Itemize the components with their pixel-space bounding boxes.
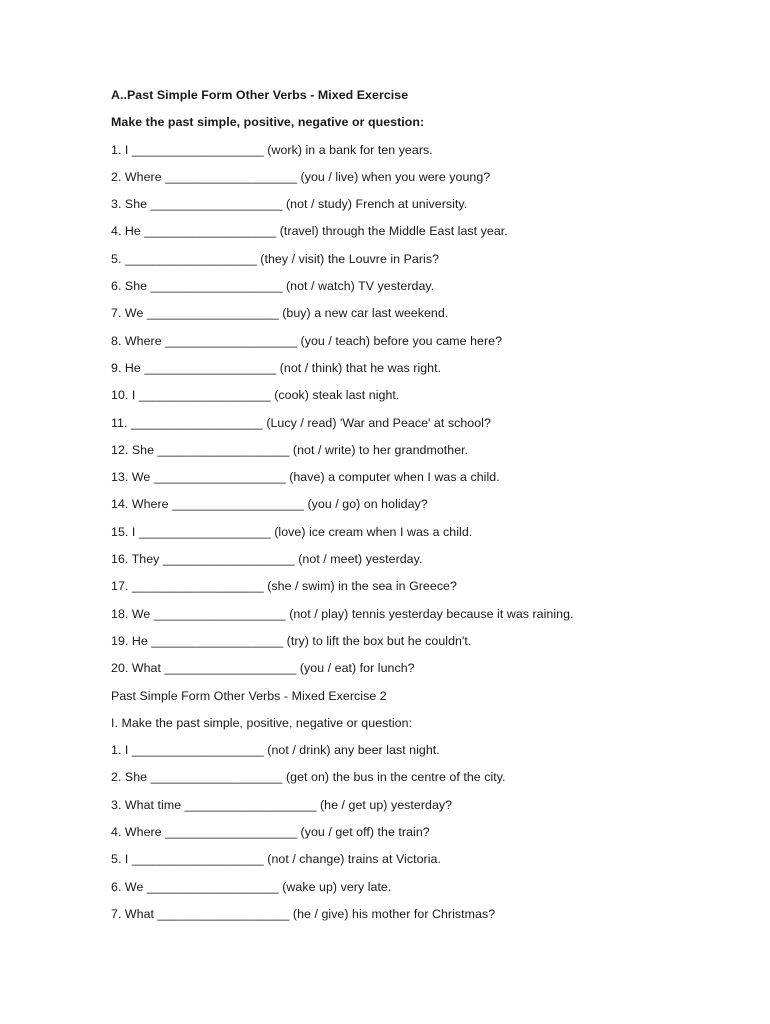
section-b-instruction: I. Make the past simple, positive, negative or question: xyxy=(111,715,413,730)
exercise-item: 2. She ___________________ (get on) the bus in the centre of the city. xyxy=(111,770,506,785)
exercise-item: 6. We ___________________ (wake up) very late. xyxy=(111,879,392,894)
section-a-instruction: Make the past simple, positive, negative or question: xyxy=(111,115,425,130)
exercise-item: 6. She ___________________ (not / watch) TV yesterday. xyxy=(111,279,435,294)
section-a-title: A..Past Simple Form Other Verbs - Mixed Exercise xyxy=(111,88,409,102)
exercise-item: 9. He ___________________ (not / think) that he was right. xyxy=(111,360,442,375)
exercise-item: 17. ___________________ (she / swim) in the sea in Greece? xyxy=(111,579,457,594)
exercise-item: 15. I ___________________ (love) ice cream when I was a child. xyxy=(111,524,473,539)
document-content xyxy=(111,86,731,932)
exercise-item: 7. What ___________________ (he / give) his mother for Christmas? xyxy=(111,906,496,921)
exercise-item: 19. He ___________________ (try) to lift the box but he couldn't. xyxy=(111,633,472,648)
exercise-item: 11. ___________________ (Lucy / read) 'War and Peace' at school? xyxy=(111,415,491,430)
exercise-item: 3. What time ___________________ (he / get up) yesterday? xyxy=(111,797,453,812)
exercise-item: 4. He ___________________ (travel) through the Middle East last year. xyxy=(111,224,508,239)
exercise-item: 1. I ___________________ (not / drink) any beer last night. xyxy=(111,743,440,758)
exercise-item: 18. We ___________________ (not / play) tennis yesterday because it was raining. xyxy=(111,606,574,621)
section-b-exercise-list xyxy=(111,741,731,932)
section-a-exercise-list xyxy=(111,141,731,687)
section-b-title: Past Simple Form Other Verbs - Mixed Exercise 2 xyxy=(111,688,387,703)
exercise-item: 13. We ___________________ (have) a computer when I was a child. xyxy=(111,470,500,485)
exercise-item: 3. She ___________________ (not / study) French at university. xyxy=(111,197,468,212)
exercise-item: 12. She ___________________ (not / write) to her grandmother. xyxy=(111,442,469,457)
exercise-item: 1. I ___________________ (work) in a bank for ten years. xyxy=(111,142,433,157)
exercise-item: 10. I ___________________ (cook) steak last night. xyxy=(111,388,400,403)
exercise-item: 2. Where ___________________ (you / live) when you were young? xyxy=(111,169,491,184)
exercise-item: 5. ___________________ (they / visit) the Louvre in Paris? xyxy=(111,251,440,266)
exercise-item: 8. Where ___________________ (you / teach) before you came here? xyxy=(111,333,503,348)
exercise-item: 20. What ___________________ (you / eat) for lunch? xyxy=(111,661,415,676)
exercise-item: 16. They ___________________ (not / meet) yesterday. xyxy=(111,552,423,567)
exercise-item: 4. Where ___________________ (you / get off) the train? xyxy=(111,825,430,840)
exercise-item: 5. I ___________________ (not / change) trains at Victoria. xyxy=(111,852,441,867)
exercise-item: 7. We ___________________ (buy) a new car last weekend. xyxy=(111,306,449,321)
exercise-item: 14. Where ___________________ (you / go) on holiday? xyxy=(111,497,428,512)
